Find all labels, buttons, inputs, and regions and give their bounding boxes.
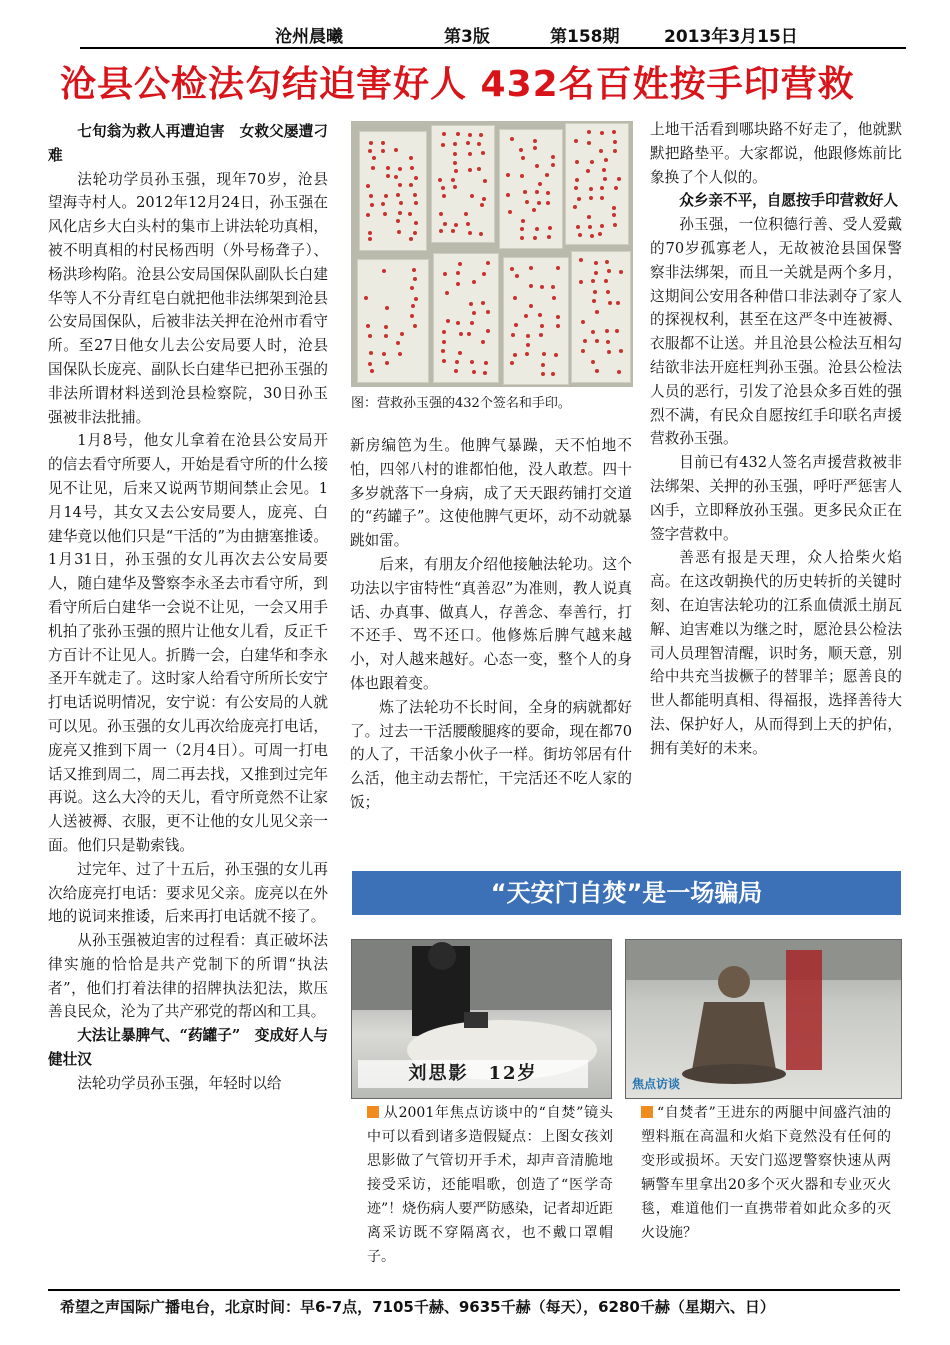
fingerprint-mark [538, 313, 542, 317]
photo-subtitle: 刘思影 12岁 [358, 1060, 588, 1088]
fingerprint-mark [526, 334, 530, 338]
fingerprint-mark [548, 226, 552, 230]
fingerprint-mark [612, 130, 616, 134]
fingerprint-mark [382, 269, 386, 273]
fingerprint-mark [486, 310, 490, 314]
fingerprint-mark [605, 260, 609, 264]
fingerprint-mark [579, 258, 583, 262]
paper-name: 沧州晨曦 [275, 27, 343, 47]
header-divider [80, 47, 906, 49]
fingerprint-mark [477, 142, 481, 146]
fingerprint-mark [470, 321, 474, 325]
fingerprint-mark [533, 139, 537, 143]
fingerprint-mark [451, 229, 455, 233]
fingerprint-mark [441, 349, 445, 353]
fingerprint-mark [552, 296, 556, 300]
fingerprint-mark [539, 333, 543, 337]
fingerprint-mark [556, 324, 560, 328]
fingerprint-mark [382, 352, 386, 356]
fingerprint-mark [595, 369, 599, 373]
fingerprint-mark [408, 212, 412, 216]
fingerprint-mark [605, 329, 609, 333]
fingerprint-mark [442, 132, 446, 136]
fingerprint-mark [467, 332, 471, 336]
fingerprint-mark [608, 301, 612, 305]
fingerprint-mark [409, 237, 413, 241]
fingerprint-mark [413, 193, 417, 197]
fingerprint-mark [540, 324, 544, 328]
fingerprint-mark [486, 261, 490, 265]
caption-left [367, 1101, 613, 1269]
self-immolation-photo [625, 939, 902, 1099]
fingerprint-mark [513, 353, 517, 357]
fingerprint-mark [607, 350, 611, 354]
fingerprint-mark [413, 324, 417, 328]
fingerprint-mark [540, 285, 544, 289]
fingerprint-mark [368, 362, 372, 366]
fingerprint-mark [409, 183, 413, 187]
fingerprint-mark [479, 133, 483, 137]
fingerprint-mark [600, 186, 604, 190]
fingerprint-mark [533, 236, 537, 240]
fingerprint-mark [466, 222, 470, 226]
fingerprint-mark [470, 360, 474, 364]
fingerprint-mark [453, 185, 457, 189]
fingerprint-mark [551, 163, 555, 167]
fingerprint-mark [483, 179, 487, 183]
fingerprint-mark [458, 351, 462, 355]
fingerprint-mark [479, 232, 483, 236]
section-banner: “天安门自焚”是一场骗局 [352, 871, 901, 915]
fingerprint-mark [554, 353, 558, 357]
fingerprint-mark [468, 133, 472, 137]
fingerprint-mark [369, 141, 373, 145]
fingerprint-mark [579, 280, 583, 284]
fingerprint-mark [394, 175, 398, 179]
fingerprint-mark [551, 285, 555, 289]
fingerprint-mark [482, 197, 486, 201]
fingerprint-mark [371, 166, 375, 170]
fingerprint-mark [481, 340, 485, 344]
fingerprint-mark [617, 177, 621, 181]
fingerprint-mark [587, 130, 591, 134]
fingerprint-mark [456, 321, 460, 325]
fingerprint-mark [398, 211, 402, 215]
fingerprint-mark [529, 284, 533, 288]
caption-marker [367, 1106, 379, 1118]
fingerprint-mark [409, 156, 413, 160]
petition-photo [351, 121, 633, 387]
fingerprint-mark [524, 314, 528, 318]
fingerprint-mark [510, 361, 514, 365]
fingerprint-mark [413, 231, 417, 235]
fingerprint-mark [592, 299, 596, 303]
fingerprint-mark [458, 262, 462, 266]
fingerprint-mark [613, 140, 617, 144]
fingerprint-mark [541, 363, 545, 367]
paragraph: 上地干活看到哪块路不好走了，他就默默把路垫平。大家都说，他跟修炼前比象换了个人似的。 [650, 121, 902, 186]
fingerprint-mark [486, 329, 490, 333]
fingerprint-mark [398, 183, 402, 187]
fingerprint-mark [456, 271, 460, 275]
fingerprint-mark [546, 191, 550, 195]
fingerprint-mark [587, 215, 591, 219]
fingerprint-mark [603, 177, 607, 181]
fingerprint-mark [366, 213, 370, 217]
fingerprint-mark [521, 219, 525, 223]
edition-label: 第3版 [444, 27, 490, 47]
fingerprint-mark [556, 315, 560, 319]
fingerprint-mark [619, 349, 623, 353]
fingerprint-mark [445, 291, 449, 295]
fingerprint-mark [456, 132, 460, 136]
paragraph: 法轮功学员孙玉强，年轻时以给 [77, 1074, 282, 1092]
fingerprint-mark [537, 201, 541, 205]
fingerprint-mark [410, 286, 414, 290]
fingerprint-mark [575, 160, 579, 164]
fingerprint-mark [439, 229, 443, 233]
fingerprint-mark [439, 212, 443, 216]
fingerprint-mark [535, 164, 539, 168]
fingerprint-mark [590, 160, 594, 164]
fingerprint-mark [542, 352, 546, 356]
fingerprint-mark [508, 210, 512, 214]
fingerprint-mark [574, 186, 578, 190]
fingerprint-mark [583, 339, 587, 343]
fingerprint-mark [484, 361, 488, 365]
paragraph: 从孙玉强被迫害的过程看：真正破坏法律实施的恰恰是共产党制下的所谓“执法者”，他们打着法律的招牌执法犯法，欺压善良民众，沦为了共产邪党的帮凶和工具。 [48, 932, 328, 1021]
fingerprint-mark [606, 340, 610, 344]
fingerprint-mark [574, 139, 578, 143]
fingerprint-mark [613, 149, 617, 153]
fingerprint-mark [520, 174, 524, 178]
fingerprint-mark [366, 184, 370, 188]
fingerprint-mark [599, 149, 603, 153]
fingerprint-mark [614, 186, 618, 190]
issue-label: 第158期 [550, 27, 620, 47]
fingerprint-mark [613, 223, 617, 227]
fingerprint-mark [396, 341, 400, 345]
fingerprint-mark [468, 231, 472, 235]
fingerprint-mark [586, 169, 590, 173]
fingerprint-mark [532, 208, 536, 212]
fingerprint-mark [414, 297, 418, 301]
fingerprint-mark [581, 349, 585, 353]
fingerprint-mark [588, 225, 592, 229]
fingerprint-mark [591, 330, 595, 334]
fingerprint-mark [589, 187, 593, 191]
paragraph: 新房编笆为生。他脾气暴躁，天不怕地不怕，四邻八村的谁都怕他，没人敢惹。四十多岁就落下一身病，成了天天跟药铺打交道的“药罐子”。这使他脾气更坏，动不动就暴跳如雷。 [350, 437, 632, 550]
fingerprint-mark [453, 152, 457, 156]
fingerprint-mark [469, 302, 473, 306]
fingerprint-mark [414, 221, 418, 225]
fingerprint-mark [594, 261, 598, 265]
fingerprint-mark [482, 272, 486, 276]
fingerprint-mark [398, 352, 402, 356]
fingerprint-mark [589, 196, 593, 200]
fingerprint-mark [412, 268, 416, 272]
fingerprint-mark [370, 369, 374, 373]
fingerprint-mark [443, 272, 447, 276]
footer-divider [48, 1289, 900, 1291]
fingerprint-mark [551, 372, 555, 376]
fingerprint-mark [466, 141, 470, 145]
fingerprint-mark [464, 212, 468, 216]
fingerprint-mark [520, 236, 524, 240]
fingerprint-mark [396, 193, 400, 197]
fingerprint-mark [442, 330, 446, 334]
masthead [80, 18, 900, 48]
fingerprint-mark [617, 370, 621, 374]
fingerprint-mark [384, 194, 388, 198]
fingerprint-mark [615, 329, 619, 333]
fingerprint-mark [459, 332, 463, 336]
caption-left-text: 从2001年焦点访谈中的“自焚”镜头中可以看到诸多造假疑点：上图女孩刘思影做了气管切开手术，却声音清脆地接受采访，还能唱歌，创造了“医学奇迹”！烧伤病人要严防感染，记者却近距离采访既不穿隔离衣，也不戴口罩帽子。 [367, 1105, 613, 1265]
fingerprint-mark [535, 227, 539, 231]
fingerprint-mark [368, 149, 372, 153]
fingerprint-mark [455, 360, 459, 364]
article-column-1 [48, 120, 328, 1096]
fingerprint-mark [454, 169, 458, 173]
paragraph: 善恶有报是天理，众人拾柴火焰高。在这改朝换代的历史转折的关键时刻、在迫害法轮功的江系血债派土崩瓦解、迫害难以为继之时，愿沧县公检法司人员理智清醒，识时务，顺天意，别给中共充当拔橛子的替罪羊；愿善良的世人都能明真相、得福报，选择善待大法、保护好人，从而得到上天的护佑，拥有美好的未来。 [650, 549, 902, 757]
subheading: 大法让暴脾气、“药罐子” 变成好人与健壮汉 [48, 1027, 328, 1069]
fingerprint-mark [506, 173, 510, 177]
fingerprint-mark [581, 320, 585, 324]
tv-watermark: 焦点访谈 [632, 1077, 681, 1091]
fingerprint-mark [472, 280, 476, 284]
fingerprint-mark [598, 232, 602, 236]
fingerprint-mark [441, 186, 445, 190]
fingerprint-mark [526, 343, 530, 347]
fingerprint-mark [372, 156, 376, 160]
fingerprint-mark [602, 168, 606, 172]
fingerprint-mark [511, 333, 515, 337]
fingerprint-mark [386, 174, 390, 178]
fingerprint-mark [541, 372, 545, 376]
fingerprint-mark [384, 325, 388, 329]
fingerprint-mark [441, 143, 445, 147]
fingerprint-mark [506, 193, 510, 197]
fingerprint-mark [411, 304, 415, 308]
caption-marker [641, 1106, 653, 1118]
fingerprint-mark [612, 206, 616, 210]
fingerprint-mark [551, 155, 555, 159]
paragraph: 后来，有朋友介绍他接触法轮功。这个功法以宇宙特性“真善忍”为准则，教人说真话、办真事、做真人，存善念、奉善行，打不还手、骂不还口。他修炼后脾气越来越小，对人越来越好。心态一变，整个人的身体也跟着变。 [350, 555, 632, 692]
fingerprint-mark [410, 314, 414, 318]
fingerprint-mark [481, 301, 485, 305]
paragraph: 目前已有432人签名声援营救被非法绑架、关押的孙玉强，呼吁严惩害人凶手，立即释放孙玉强。更多民众正在签字营救中。 [650, 454, 902, 543]
date-label: 2013年3月15日 [664, 27, 798, 47]
fingerprint-mark [521, 156, 525, 160]
fingerprint-mark [480, 203, 484, 207]
fingerprint-mark [600, 224, 604, 228]
page-headline: 沧县公检法勾结迫害好人 432名百姓按手印营救 [60, 64, 855, 105]
fingerprint-mark [529, 304, 533, 308]
fingerprint-mark [368, 231, 372, 235]
fingerprint-mark [400, 332, 404, 336]
fingerprint-mark [472, 370, 476, 374]
fingerprint-mark [472, 311, 476, 315]
fingerprint-mark [396, 219, 400, 223]
fingerprint-mark [394, 148, 398, 152]
fingerprint-mark [446, 319, 450, 323]
fingerprint-mark [591, 360, 595, 364]
fingerprint-mark [385, 361, 389, 365]
fingerprint-mark [577, 197, 581, 201]
fingerprint-mark [606, 290, 610, 294]
fingerprint-mark [438, 178, 442, 182]
fingerprint-mark [591, 279, 595, 283]
fingerprint-mark [481, 151, 485, 155]
paragraph: 炼了法轮功不长时间，全身的病就都好了。过去一干活腰酸腿疼的要命，现在都70的人了，干活象小伙子一样。街坊邻居有什么活，他主动去帮忙，干完活还不吃人家的饭； [350, 698, 632, 811]
fingerprint-mark [538, 182, 542, 186]
fingerprint-mark [381, 202, 385, 206]
fingerprint-mark [546, 201, 550, 205]
paragraph: 法轮功学员孙玉强，现年70岁，沧县望海寺村人。2012年12月24日，孙玉强在风化店乡大白头村的集市上讲法轮功真相，被不明真相的村民杨西明（外号杨聋子）、杨洪珍构陷。沧县公安局国保队副队长白建华等人不分青红皂白就把他非法绑架到沧县公安局国保队，后被非法关押在沧州市看守所。至27日他女儿去公安局要人时，沧县国保队长庞亮、副队长白建华已把孙玉强的非法所谓材料送到沧县检察院，30日孙玉强被非法批捕。 [48, 170, 328, 426]
fingerprint-mark [381, 149, 385, 153]
fingerprint-mark [545, 173, 549, 177]
fingerprint-mark [513, 296, 517, 300]
fingerprint-mark [477, 167, 481, 171]
fingerprint-mark [519, 148, 523, 152]
fingerprint-mark [600, 196, 604, 200]
fingerprint-mark [454, 369, 458, 373]
fingerprint-mark [413, 277, 417, 281]
fingerprint-mark [616, 301, 620, 305]
fingerprint-mark [368, 237, 372, 241]
fingerprint-mark [386, 166, 390, 170]
petition-caption: 图：营救孙玉强的432个签名和手印。 [351, 396, 571, 411]
caption-right [641, 1101, 891, 1245]
fingerprint-mark [612, 213, 616, 217]
fingerprint-mark [594, 271, 598, 275]
fingerprint-mark [399, 201, 403, 205]
fingerprint-mark [453, 161, 457, 165]
fingerprint-mark [451, 178, 455, 182]
hospital-interview-photo [351, 939, 612, 1099]
fingerprint-mark [604, 158, 608, 162]
fingerprint-mark [529, 266, 533, 270]
fingerprint-mark [443, 222, 447, 226]
fingerprint-mark [510, 137, 514, 141]
fingerprint-mark [414, 201, 418, 205]
fingerprint-mark [383, 212, 387, 216]
fingerprint-mark [454, 223, 458, 227]
fingerprint-mark [468, 168, 472, 172]
fingerprint-mark [576, 225, 580, 229]
fingerprint-mark [414, 176, 418, 180]
fingerprint-mark [595, 310, 599, 314]
fingerprint-mark [556, 266, 560, 270]
paragraph: 孙玉强，一位积德行善、受人爱戴的70岁孤寡老人，无故被沧县国保警察非法绑架，而且一关就是两个多月，这期间公安用各种借口非法剥夺了家人的探视权利，甚至在这严冬中连被褥、衣服都不让送。并且沧县公检法互相勾结欲非法开庭枉判孙玉强。沧县公检法人员的恶行，引发了沧县众多百姓的强烈不满，有民众自愿按红手印联名声援营救孙玉强。 [650, 216, 902, 448]
article-column-2 [350, 434, 632, 815]
fingerprint-mark [381, 141, 385, 145]
fingerprint-mark [398, 167, 402, 171]
fingerprint-mark [593, 290, 597, 294]
caption-right-text: “自焚者”王进东的两腿中间盛汽油的塑料瓶在高温和火焰下竟然没有任何的变形或损坏。天安门巡逻警察快速从两辆警车里拿出20多个灭火器和专业灭火毯，难道他们一直携带着如此众多的灭火设施？ [641, 1105, 891, 1241]
fingerprint-mark [456, 282, 460, 286]
fingerprint-mark [514, 323, 518, 327]
fingerprint-mark [453, 142, 457, 146]
fingerprint-mark [523, 190, 527, 194]
article-column-3 [650, 118, 902, 761]
fingerprint-mark [607, 269, 611, 273]
fingerprint-mark [470, 194, 474, 198]
fingerprint-mark [578, 233, 582, 237]
fingerprint-mark [520, 227, 524, 231]
fingerprint-mark [369, 351, 373, 355]
fingerprint-mark [384, 334, 388, 338]
fingerprint-mark [575, 178, 579, 182]
fingerprint-mark [600, 131, 604, 135]
fingerprint-mark [604, 279, 608, 283]
fingerprint-mark [619, 270, 623, 274]
fingerprint-mark [442, 194, 446, 198]
fingerprint-mark [397, 230, 401, 234]
fingerprint-mark [410, 166, 414, 170]
fingerprint-mark [442, 340, 446, 344]
fingerprint-mark [573, 205, 577, 209]
fingerprint-mark [515, 274, 519, 278]
fingerprint-mark [547, 235, 551, 239]
fingerprint-mark [525, 352, 529, 356]
fingerprint-mark [590, 234, 594, 238]
fingerprint-mark [533, 146, 537, 150]
fingerprint-mark [442, 359, 446, 363]
fingerprint-mark [369, 194, 373, 198]
fingerprint-mark [510, 267, 514, 271]
fingerprint-mark [587, 141, 591, 145]
fingerprint-mark [535, 190, 539, 194]
paragraph: 1月8号，他女儿拿着在沧县公安局开的信去看守所要人，开始是看守所的什么接见不让见，后来又说两节期间禁止会见。1月14号，其女又去公安局要人，庞亮、白建华竟以他们只是“干活的”为由搪塞推诿。1月31日，孙玉强的女儿再次去公安局要人，随白建华及警察李永圣去市看守所，到看守所后白建华一会说不让见，一会又用手机拍了张孙玉强的照片让他女儿看，反正千方百计不让见人。折腾一会，白建华和李永圣开车就走了。这时家人给看守所所长安宁打电话说明情况，安宁说：有公安局的人就可以见。孙玉强的女儿再次给庞亮打电话，庞亮又推到下周一（2月4日）。可周一打电话又推到周二，周二再去找，又推到过完年再说。这么大冷的天儿，看守所竟然不让家人送被褥、衣服，更不让他的女儿见父亲一面。他们只是勒索钱。 [48, 432, 328, 854]
broadcast-footer: 希望之声国际广播电台，北京时间：早6-7点，7105千赫、9635千赫（每天），6280千赫（星期六、日） [60, 1298, 775, 1316]
fingerprint-mark [368, 334, 372, 338]
fingerprint-mark [370, 203, 374, 207]
fingerprint-mark [468, 152, 472, 156]
fingerprint-mark [595, 339, 599, 343]
fingerprint-mark [366, 324, 370, 328]
paragraph: 过完年、过了十五后，孙玉强的女儿再次给庞亮打电话：要求见父亲。庞亮以在外地的说词来推诿，后来再打电话就不接了。 [48, 860, 328, 926]
fingerprint-mark [483, 371, 487, 375]
fingerprint-mark [525, 200, 529, 204]
subheading: 众乡亲不平，自愿按手印营救好人 [679, 192, 899, 210]
fingerprint-mark [364, 296, 368, 300]
subheading: 七旬翁为救人再遭迫害 女救父屡遭刁难 [48, 123, 328, 164]
fingerprint-mark [385, 306, 389, 310]
